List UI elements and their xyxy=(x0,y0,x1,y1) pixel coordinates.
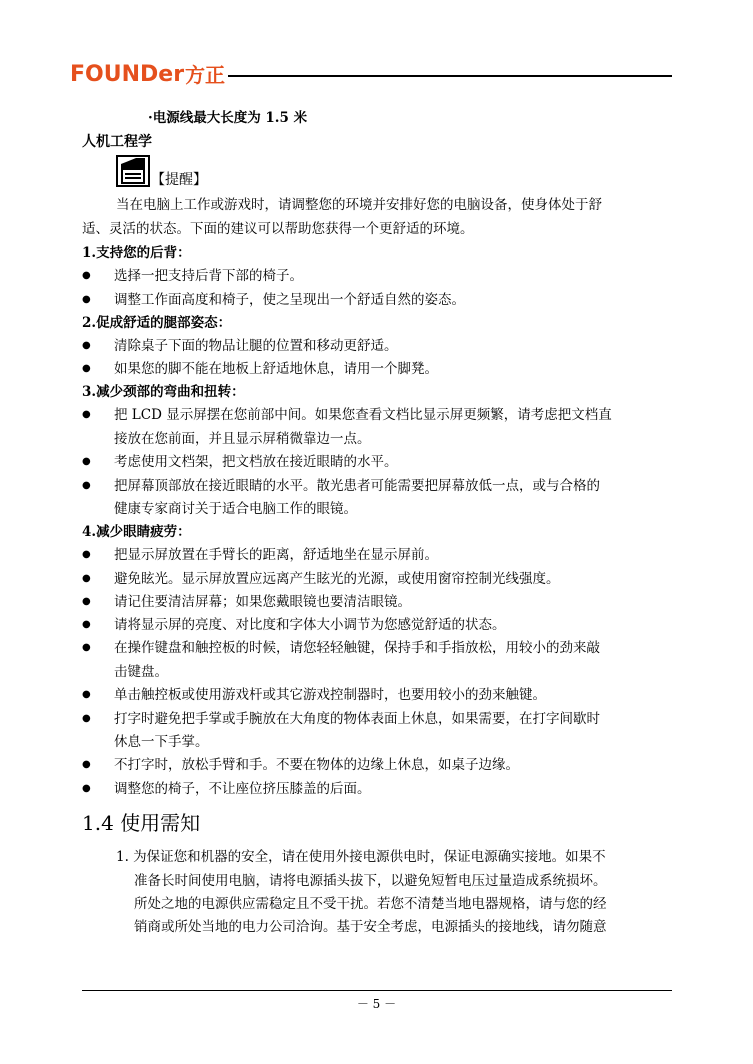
notice-line: 准备长时间使用电脑，请将电源插头拔下，以避免短暂电压过量造成系统损坏。 xyxy=(134,873,607,889)
list-item: 选择一把支持后背下部的椅子。 xyxy=(114,268,303,284)
intro-line-2: 适、灵活的状态。下面的建议可以帮助您获得一个更舒适的环境。 xyxy=(82,221,474,237)
section-1-heading: 1.支持您的后背： xyxy=(82,245,191,261)
list-item: 打字时避免把手掌或手腕放在大角度的物体表面上休息，如果需要，在打字间歇时 xyxy=(114,711,600,727)
list-item: 请将显示屏的亮度、对比度和字体大小调节为您感觉舒适的状态。 xyxy=(114,617,506,633)
list-item: 把屏幕顶部放在接近眼睛的水平。散光患者可能需要把屏幕放低一点，或与合格的 xyxy=(114,478,600,494)
bullet-icon: ● xyxy=(82,689,91,700)
list-item: 调整工作面高度和椅子，使之呈现出一个舒适自然的姿态。 xyxy=(114,292,465,308)
notice-line: 所处之地的电源供应需稳定且不受干扰。若您不清楚当地电器规格，请与您的经 xyxy=(134,896,607,912)
reminder-icon xyxy=(116,155,150,187)
bullet-icon: ● xyxy=(82,409,91,420)
notice-line: 1. 为保证您和机器的安全，请在使用外接电源供电时，保证电源确实接地。如果不 xyxy=(116,849,606,865)
logo-cjk-text: 方正 xyxy=(185,63,226,87)
ergonomics-title: 人机工程学 xyxy=(82,134,152,150)
bullet-icon: ● xyxy=(82,783,91,794)
bullet-icon: ● xyxy=(82,642,91,653)
section-2-heading: 2.促成舒适的腿部姿态： xyxy=(82,315,232,331)
list-item: 如果您的脚不能在地板上舒适地休息，请用一个脚凳。 xyxy=(114,361,438,377)
list-item-continuation: 休息一下手掌。 xyxy=(114,734,209,750)
bullet-icon: ● xyxy=(82,713,91,724)
bullet-icon: ● xyxy=(82,340,91,351)
page-header xyxy=(70,58,672,88)
logo-latin-text: FOUNDer xyxy=(70,62,185,87)
founder-logo xyxy=(70,62,225,86)
bullet-icon: ● xyxy=(82,456,91,467)
header-rule xyxy=(228,75,672,77)
list-item: 单击触控板或使用游戏杆或其它游戏控制器时，也要用较小的劲来触键。 xyxy=(114,687,546,703)
bullet-icon: ● xyxy=(82,759,91,770)
bullet-icon: ● xyxy=(82,549,91,560)
list-item: 调整您的椅子，不让座位挤压膝盖的后面。 xyxy=(114,781,371,797)
bullet-icon: ● xyxy=(82,294,91,305)
intro-line-1: 当在电脑上工作或游戏时，请调整您的环境并安排好您的电脑设备，使身体处于舒 xyxy=(116,197,602,213)
footer-rule xyxy=(82,990,672,991)
list-item: 不打字时，放松手臂和手。不要在物体的边缘上休息，如桌子边缘。 xyxy=(114,757,519,773)
bullet-icon: ● xyxy=(82,270,91,281)
top-bullet-item: ·电源线最大长度为 1.5 米 xyxy=(148,110,308,126)
section-title: 1.4 使用需知 xyxy=(82,811,201,835)
bullet-icon: ● xyxy=(82,480,91,491)
page-number: － 5 － xyxy=(356,997,397,1011)
bullet-icon: ● xyxy=(82,573,91,584)
list-item-continuation: 健康专家商讨关于适合电脑工作的眼镜。 xyxy=(114,501,357,517)
list-item: 请记住要清洁屏幕；如果您戴眼镜也要清洁眼镜。 xyxy=(114,594,411,610)
list-item: 考虑使用文档架，把文档放在接近眼睛的水平。 xyxy=(114,454,398,470)
section-4-heading: 4.减少眼睛疲劳： xyxy=(82,524,191,540)
list-item: 清除桌子下面的物品让腿的位置和移动更舒适。 xyxy=(114,338,398,354)
list-item: 避免眩光。显示屏放置应远离产生眩光的光源，或使用窗帘控制光线强度。 xyxy=(114,571,560,587)
notice-line: 销商或所处当地的电力公司洽询。基于安全考虑，电源插头的接地线，请勿随意 xyxy=(134,919,607,935)
list-item-continuation: 击键盘。 xyxy=(114,664,168,680)
reminder-label: 【提醒】 xyxy=(151,172,207,188)
bullet-icon: ● xyxy=(82,363,91,374)
section-3-heading: 3.减少颈部的弯曲和扭转： xyxy=(82,384,245,400)
list-item: 把显示屏放置在手臂长的距离，舒适地坐在显示屏前。 xyxy=(114,547,438,563)
list-item: 在操作键盘和触控板的时候，请您轻轻触键，保持手和手指放松，用较小的劲来敲 xyxy=(114,640,600,656)
bullet-icon: ● xyxy=(82,619,91,630)
bullet-icon: ● xyxy=(82,596,91,607)
list-item: 把 LCD 显示屏摆在您前部中间。如果您查看文档比显示屏更频繁，请考虑把文档直 xyxy=(114,407,612,423)
list-item-continuation: 接放在您前面，并且显示屏稍微靠边一点。 xyxy=(114,431,371,447)
